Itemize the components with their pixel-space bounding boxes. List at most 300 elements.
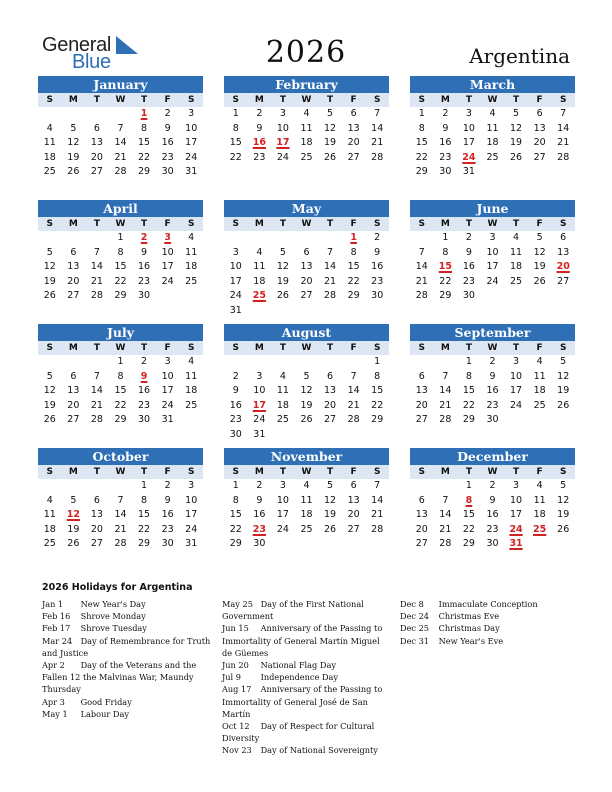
day-cell: 28 xyxy=(114,166,127,177)
day-cell: 13 xyxy=(347,494,360,506)
day-grid xyxy=(38,355,203,428)
day-cell: 8 xyxy=(141,494,148,506)
day-cell: 22 xyxy=(347,275,360,287)
day-cell: 7 xyxy=(374,480,381,491)
holiday-date: Dec 25 xyxy=(400,623,430,634)
weekday-label: T xyxy=(326,95,334,105)
day-cell: 21 xyxy=(371,137,384,148)
day-cell: 5 xyxy=(70,122,77,134)
day-cell: 5 xyxy=(303,370,310,382)
day-cell: 1 xyxy=(232,108,239,119)
day-cell: 14 xyxy=(371,494,384,506)
day-cell: 18 xyxy=(185,385,198,396)
weekday-label: W xyxy=(487,467,498,477)
holiday-name: Labour Day xyxy=(80,708,129,719)
weekday-label: S xyxy=(232,467,240,477)
day-cell: 12 xyxy=(276,261,289,272)
month-title: March xyxy=(410,76,575,93)
weekday-label: S xyxy=(232,219,240,229)
weekday-label: F xyxy=(350,467,357,477)
day-cell: 20 xyxy=(90,151,103,163)
day-cell: 18 xyxy=(300,509,313,520)
holiday-column-3 xyxy=(400,598,580,647)
day-cell: 29 xyxy=(347,290,360,301)
weekday-label: M xyxy=(68,95,78,105)
day-cell: 31 xyxy=(229,304,242,316)
weekday-label: S xyxy=(418,467,426,477)
day-cell: 12 xyxy=(324,494,337,506)
day-cell: 29 xyxy=(462,414,475,425)
weekday-header xyxy=(410,341,575,355)
empty-day-cell xyxy=(109,479,133,494)
day-cell: 3 xyxy=(279,480,286,491)
day-cell: 12 xyxy=(43,261,56,272)
day-cell: 23 xyxy=(371,275,384,287)
empty-day-cell xyxy=(318,231,342,246)
weekday-header xyxy=(38,341,203,355)
day-cell: 8 xyxy=(350,246,357,258)
day-cell: 21 xyxy=(415,275,428,287)
day-cell: 24 xyxy=(253,414,266,425)
day-cell: 4 xyxy=(279,370,286,382)
holiday-date: Feb 16 xyxy=(42,611,71,622)
day-cell: 1 xyxy=(117,356,124,367)
day-cell: 19 xyxy=(557,509,570,520)
day-grid xyxy=(224,107,389,165)
holiday-day-cell: 31 xyxy=(509,538,523,549)
empty-day-cell xyxy=(62,479,86,494)
day-cell: 22 xyxy=(138,523,151,535)
day-cell: 17 xyxy=(229,275,242,287)
day-cell: 5 xyxy=(327,108,334,119)
day-cell: 30 xyxy=(486,414,499,425)
empty-day-cell xyxy=(295,231,319,246)
holiday-name: Shrove Tuesday xyxy=(80,623,147,634)
holiday-day-cell: 1 xyxy=(350,232,357,243)
day-cell: 10 xyxy=(229,261,242,272)
day-cell: 17 xyxy=(185,137,198,148)
day-cell: 7 xyxy=(93,246,100,258)
empty-day-cell xyxy=(85,231,109,246)
weekday-label: M xyxy=(254,95,264,105)
day-cell: 4 xyxy=(188,232,195,243)
holiday-date: May 1 xyxy=(42,708,68,719)
day-cell: 14 xyxy=(114,509,127,520)
day-cell: 29 xyxy=(138,166,151,177)
weekday-label: S xyxy=(187,467,195,477)
day-cell: 11 xyxy=(43,509,56,520)
day-cell: 16 xyxy=(161,137,174,148)
day-cell: 16 xyxy=(371,261,384,272)
weekday-header xyxy=(38,217,203,231)
day-cell: 29 xyxy=(439,290,452,301)
day-cell: 14 xyxy=(439,385,452,396)
day-cell: 21 xyxy=(114,151,127,163)
day-cell: 1 xyxy=(232,480,239,491)
day-cell: 16 xyxy=(161,509,174,520)
weekday-label: M xyxy=(254,343,264,353)
weekday-header xyxy=(224,465,389,479)
day-cell: 18 xyxy=(533,509,546,520)
day-cell: 27 xyxy=(90,538,103,549)
day-cell: 26 xyxy=(300,414,313,425)
day-cell: 15 xyxy=(229,509,242,520)
day-cell: 13 xyxy=(533,122,546,134)
weekday-label: M xyxy=(254,219,264,229)
holiday-item xyxy=(222,598,392,622)
holiday-day-cell: 16 xyxy=(252,137,266,148)
weekday-label: M xyxy=(68,219,78,229)
empty-day-cell xyxy=(38,479,62,494)
holiday-day-cell: 25 xyxy=(252,290,266,301)
day-cell: 29 xyxy=(415,166,428,177)
weekday-label: S xyxy=(46,95,54,105)
day-cell: 3 xyxy=(465,108,472,119)
day-cell: 10 xyxy=(486,246,499,258)
day-cell: 15 xyxy=(138,509,151,520)
day-cell: 25 xyxy=(185,275,198,287)
weekday-header xyxy=(224,93,389,107)
day-cell: 5 xyxy=(513,108,520,119)
day-cell: 20 xyxy=(90,523,103,535)
weekday-label: F xyxy=(350,219,357,229)
day-cell: 11 xyxy=(533,370,546,382)
day-cell: 30 xyxy=(253,538,266,549)
day-cell: 22 xyxy=(229,151,242,163)
empty-day-cell xyxy=(38,355,62,370)
day-cell: 21 xyxy=(90,399,103,411)
empty-day-cell xyxy=(410,479,434,494)
day-grid xyxy=(224,479,389,552)
holiday-day-cell: 8 xyxy=(465,494,473,506)
empty-day-cell xyxy=(318,355,342,370)
day-cell: 2 xyxy=(442,108,449,119)
day-cell: 22 xyxy=(462,523,475,535)
holiday-date: Dec 24 xyxy=(400,611,430,622)
day-cell: 6 xyxy=(70,246,77,258)
holiday-day-cell: 24 xyxy=(462,151,476,163)
day-cell: 20 xyxy=(300,275,313,287)
weekday-header xyxy=(224,217,389,231)
month-title: August xyxy=(224,324,389,341)
day-cell: 23 xyxy=(486,399,499,411)
day-cell: 12 xyxy=(557,370,570,382)
day-cell: 27 xyxy=(67,290,80,301)
holiday-day-cell: 23 xyxy=(252,523,266,535)
day-cell: 16 xyxy=(138,261,151,272)
day-cell: 24 xyxy=(185,523,198,535)
day-cell: 23 xyxy=(462,275,475,287)
day-cell: 5 xyxy=(70,494,77,506)
empty-day-cell xyxy=(248,355,272,370)
day-cell: 26 xyxy=(510,151,523,163)
day-cell: 23 xyxy=(253,151,266,163)
day-cell: 28 xyxy=(90,414,103,425)
holiday-item xyxy=(222,671,392,683)
day-cell: 6 xyxy=(93,122,100,134)
day-grid xyxy=(224,355,389,442)
day-cell: 17 xyxy=(185,509,198,520)
holiday-day-cell: 15 xyxy=(438,261,452,272)
day-cell: 4 xyxy=(536,356,543,367)
holiday-item xyxy=(400,622,580,634)
day-cell: 29 xyxy=(114,414,127,425)
weekday-label: S xyxy=(187,95,195,105)
day-cell: 10 xyxy=(161,370,174,382)
day-cell: 25 xyxy=(486,151,499,163)
day-cell: 6 xyxy=(303,246,310,258)
day-cell: 7 xyxy=(560,108,567,119)
day-cell: 26 xyxy=(43,290,56,301)
day-cell: 7 xyxy=(327,246,334,258)
empty-day-cell xyxy=(410,231,434,246)
day-cell: 12 xyxy=(300,385,313,396)
day-cell: 23 xyxy=(486,523,499,535)
day-cell: 18 xyxy=(300,137,313,148)
holiday-name: Day of National Sovereignty xyxy=(260,745,378,756)
day-cell: 22 xyxy=(439,275,452,287)
holiday-name: Shrove Monday xyxy=(80,611,146,622)
day-cell: 11 xyxy=(300,494,313,506)
empty-day-cell xyxy=(62,107,86,122)
day-cell: 9 xyxy=(465,246,472,258)
day-grid xyxy=(38,231,203,304)
day-cell: 24 xyxy=(161,275,174,287)
day-cell: 23 xyxy=(161,151,174,163)
weekday-label: S xyxy=(46,343,54,353)
empty-day-cell xyxy=(224,355,248,370)
holiday-date: Apr 3 xyxy=(42,696,65,707)
day-cell: 24 xyxy=(276,151,289,163)
empty-day-cell xyxy=(109,107,133,122)
day-cell: 4 xyxy=(46,494,53,506)
day-cell: 16 xyxy=(229,399,242,411)
day-cell: 14 xyxy=(90,261,103,272)
day-cell: 8 xyxy=(442,246,449,258)
day-grid xyxy=(38,479,203,552)
holiday-date: Nov 23 xyxy=(222,745,252,756)
day-cell: 3 xyxy=(489,232,496,243)
holiday-item xyxy=(222,720,392,744)
day-cell: 27 xyxy=(347,151,360,163)
holiday-date: Mar 24 xyxy=(42,635,73,646)
day-cell: 13 xyxy=(347,122,360,134)
holiday-list xyxy=(42,582,582,756)
weekday-label: W xyxy=(487,343,498,353)
weekday-label: T xyxy=(279,95,286,105)
empty-day-cell xyxy=(38,107,62,122)
calendar-grid xyxy=(38,76,575,556)
month-july xyxy=(38,324,203,428)
day-cell: 19 xyxy=(324,509,337,520)
weekday-label: T xyxy=(512,95,520,105)
day-cell: 15 xyxy=(138,137,151,148)
day-cell: 6 xyxy=(418,494,425,506)
day-cell: 19 xyxy=(557,385,570,396)
weekday-label: T xyxy=(279,343,286,353)
empty-day-cell xyxy=(38,231,62,246)
weekday-label: T xyxy=(279,219,286,229)
empty-day-cell xyxy=(224,231,248,246)
weekday-label: T xyxy=(93,467,100,477)
day-cell: 13 xyxy=(300,261,313,272)
day-grid xyxy=(410,355,575,428)
day-cell: 25 xyxy=(43,538,56,549)
logo-word-general: General xyxy=(42,34,112,56)
day-cell: 25 xyxy=(185,399,198,411)
day-cell: 5 xyxy=(46,246,53,258)
weekday-label: F xyxy=(536,343,543,353)
day-cell: 29 xyxy=(114,290,127,301)
weekday-label: T xyxy=(140,343,148,353)
day-cell: 13 xyxy=(415,385,428,396)
holiday-item xyxy=(222,659,392,671)
day-cell: 30 xyxy=(161,166,174,177)
day-cell: 18 xyxy=(486,137,499,148)
day-cell: 16 xyxy=(486,385,499,396)
holiday-date: Jun 20 xyxy=(222,660,249,671)
day-cell: 5 xyxy=(560,356,567,367)
day-cell: 18 xyxy=(510,261,523,272)
holiday-item xyxy=(42,622,214,634)
weekday-label: F xyxy=(536,95,543,105)
day-cell: 16 xyxy=(462,261,475,272)
weekday-label: T xyxy=(140,219,148,229)
weekday-label: S xyxy=(418,219,426,229)
holiday-item xyxy=(222,744,392,756)
day-cell: 13 xyxy=(67,385,80,396)
day-cell: 19 xyxy=(43,275,56,287)
day-cell: 19 xyxy=(43,399,56,411)
holiday-name: Anniversary of the Passing to Immortality of General Martín Miguel de Güemes xyxy=(222,623,383,658)
day-cell: 24 xyxy=(185,151,198,163)
weekday-label: S xyxy=(559,343,567,353)
day-cell: 30 xyxy=(229,428,242,440)
day-cell: 30 xyxy=(138,290,151,301)
weekday-label: T xyxy=(465,219,472,229)
holiday-item xyxy=(42,610,214,622)
weekday-header xyxy=(410,217,575,231)
holiday-date: Dec 31 xyxy=(400,635,430,646)
day-grid xyxy=(410,231,575,304)
day-cell: 30 xyxy=(371,290,384,301)
month-december xyxy=(410,448,575,552)
day-grid xyxy=(410,107,575,180)
day-cell: 2 xyxy=(465,232,472,243)
day-cell: 14 xyxy=(347,385,360,396)
day-cell: 4 xyxy=(303,480,310,491)
day-cell: 13 xyxy=(90,509,103,520)
weekday-label: S xyxy=(232,95,240,105)
day-cell: 13 xyxy=(415,509,428,520)
day-cell: 4 xyxy=(513,232,520,243)
day-cell: 11 xyxy=(253,261,266,272)
holiday-item xyxy=(42,635,214,659)
weekday-header xyxy=(410,93,575,107)
month-title: May xyxy=(224,200,389,217)
day-cell: 24 xyxy=(161,399,174,411)
day-cell: 5 xyxy=(327,480,334,491)
day-cell: 7 xyxy=(442,370,449,382)
day-cell: 22 xyxy=(462,399,475,411)
day-cell: 20 xyxy=(415,399,428,411)
day-cell: 13 xyxy=(67,261,80,272)
day-cell: 5 xyxy=(536,232,543,243)
weekday-label: S xyxy=(46,219,54,229)
day-cell: 11 xyxy=(486,122,499,134)
day-cell: 29 xyxy=(371,414,384,425)
day-cell: 28 xyxy=(114,538,127,549)
day-cell: 28 xyxy=(90,290,103,301)
day-cell: 30 xyxy=(138,414,151,425)
weekday-label: S xyxy=(373,95,381,105)
day-cell: 8 xyxy=(232,122,239,134)
day-cell: 9 xyxy=(256,494,263,506)
day-cell: 22 xyxy=(138,151,151,163)
day-cell: 6 xyxy=(327,370,334,382)
weekday-label: S xyxy=(559,467,567,477)
day-cell: 9 xyxy=(374,246,381,258)
month-june xyxy=(410,200,575,304)
day-cell: 31 xyxy=(161,414,174,425)
day-cell: 3 xyxy=(513,480,520,491)
weekday-label: S xyxy=(187,219,195,229)
day-cell: 27 xyxy=(324,414,337,425)
weekday-label: T xyxy=(512,343,520,353)
holiday-day-cell: 24 xyxy=(509,523,523,535)
day-cell: 9 xyxy=(141,246,148,258)
day-cell: 11 xyxy=(185,370,198,382)
day-cell: 28 xyxy=(371,523,384,535)
day-cell: 22 xyxy=(114,399,127,411)
day-cell: 16 xyxy=(486,509,499,520)
holiday-list-title: 2026 Holidays for Argentina xyxy=(42,582,193,593)
day-cell: 17 xyxy=(462,137,475,148)
day-cell: 22 xyxy=(415,151,428,163)
day-cell: 9 xyxy=(442,122,449,134)
day-cell: 27 xyxy=(415,414,428,425)
day-cell: 22 xyxy=(229,523,242,535)
country-name: Argentina xyxy=(469,44,570,68)
day-cell: 2 xyxy=(141,356,148,367)
day-cell: 6 xyxy=(70,370,77,382)
holiday-item xyxy=(42,708,214,720)
holiday-name: Good Friday xyxy=(80,696,132,707)
day-cell: 26 xyxy=(67,538,80,549)
day-cell: 29 xyxy=(138,538,151,549)
day-cell: 29 xyxy=(229,538,242,549)
day-cell: 26 xyxy=(67,166,80,177)
holiday-name: Anniversary of the Passing to Immortality of General José de San Martín xyxy=(222,684,383,719)
day-cell: 5 xyxy=(560,480,567,491)
day-cell: 31 xyxy=(185,538,198,549)
day-cell: 21 xyxy=(114,523,127,535)
weekday-label: S xyxy=(187,343,195,353)
day-cell: 3 xyxy=(232,246,239,258)
day-cell: 14 xyxy=(90,385,103,396)
weekday-label: T xyxy=(93,219,100,229)
empty-day-cell xyxy=(295,355,319,370)
day-cell: 15 xyxy=(462,509,475,520)
weekday-label: W xyxy=(115,343,126,353)
empty-day-cell xyxy=(85,479,109,494)
weekday-header xyxy=(410,465,575,479)
day-cell: 14 xyxy=(114,137,127,148)
day-cell: 20 xyxy=(324,399,337,411)
day-cell: 14 xyxy=(415,261,428,272)
day-cell: 28 xyxy=(324,290,337,301)
day-cell: 26 xyxy=(324,523,337,535)
